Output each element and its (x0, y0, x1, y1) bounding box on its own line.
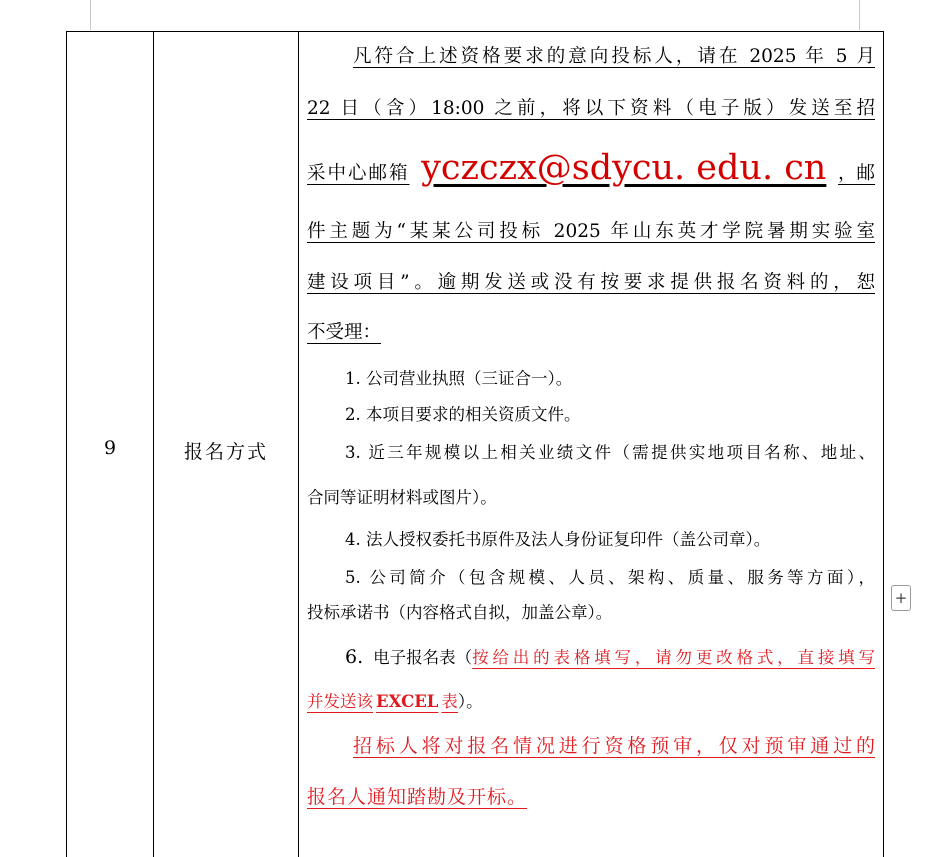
row-number: 9 (103, 437, 117, 459)
item6-label: 电子报名表（ (373, 648, 473, 667)
table-col-border-3 (298, 31, 299, 857)
list-item-3: 3. 近三年规模以上相关业绩文件（需提供实地项目名称、地址、 (345, 443, 875, 462)
notice-line-1: 招标人将对报名情况进行资格预审，仅对预审通过的 (353, 735, 875, 757)
item6-red-line-2-prefix: 并发送该 (307, 692, 373, 711)
page-margin-right (859, 0, 860, 30)
intro-line-2: 22 日（含）18:00 之前，将以下资料（电子版）发送至招 (307, 98, 875, 119)
row-label: 报名方式 (183, 441, 268, 463)
intro-line-5: 建设项目”。逾期发送或没有按要求提供报名资料的，恕 (307, 272, 875, 293)
page-margin-left (90, 0, 91, 30)
intro-line-4: 件主题为“某某公司投标 2025 年山东英才学院暑期实验室 (307, 221, 875, 242)
add-row-button[interactable] (891, 585, 911, 611)
table-col-border-4 (883, 31, 884, 857)
notice-line-2: 报名人通知踏勘及开标。 (307, 786, 528, 808)
item6-red-line-2-suffix: 表 (441, 692, 458, 711)
list-item-4: 4. 法人授权委托书原件及法人身份证复印件（盖公司章）。 (345, 530, 771, 549)
list-item-6-cont (307, 688, 875, 712)
email-address[interactable]: yczczx@sdycu. edu. cn (421, 148, 827, 188)
list-item-3-cont: 合同等证明材料或图片）。 (307, 488, 497, 507)
intro-line-6: 不受理： (307, 322, 382, 343)
item6-red-line-2-bold: EXCEL (376, 692, 439, 711)
list-item-5: 5. 公司简介（包含规模、人员、架构、质量、服务等方面）， (345, 568, 875, 587)
item6-number: 6. (345, 646, 364, 668)
item6-closing: ）。 (457, 692, 483, 711)
list-item-5-cont: 投标承诺书（内容格式自拟，加盖公章）。 (307, 603, 613, 622)
table-top-border (66, 31, 884, 32)
intro-line-3-suffix: ，邮 (837, 163, 875, 184)
list-item-2: 2. 本项目要求的相关资质文件。 (345, 405, 581, 424)
list-item-6 (345, 644, 875, 668)
intro-line-1: 凡符合上述资格要求的意向投标人，请在 2025 年 5 月 (353, 46, 875, 67)
intro-line-3-prefix: 采中心邮箱 (307, 163, 410, 184)
intro-line-3 (307, 148, 875, 188)
plus-icon: + (894, 589, 908, 607)
item6-red-line-1: 按给出的表格填写，请勿更改格式，直接填写 (472, 648, 875, 667)
list-item-1: 1. 公司营业执照（三证合一）。 (345, 369, 573, 388)
